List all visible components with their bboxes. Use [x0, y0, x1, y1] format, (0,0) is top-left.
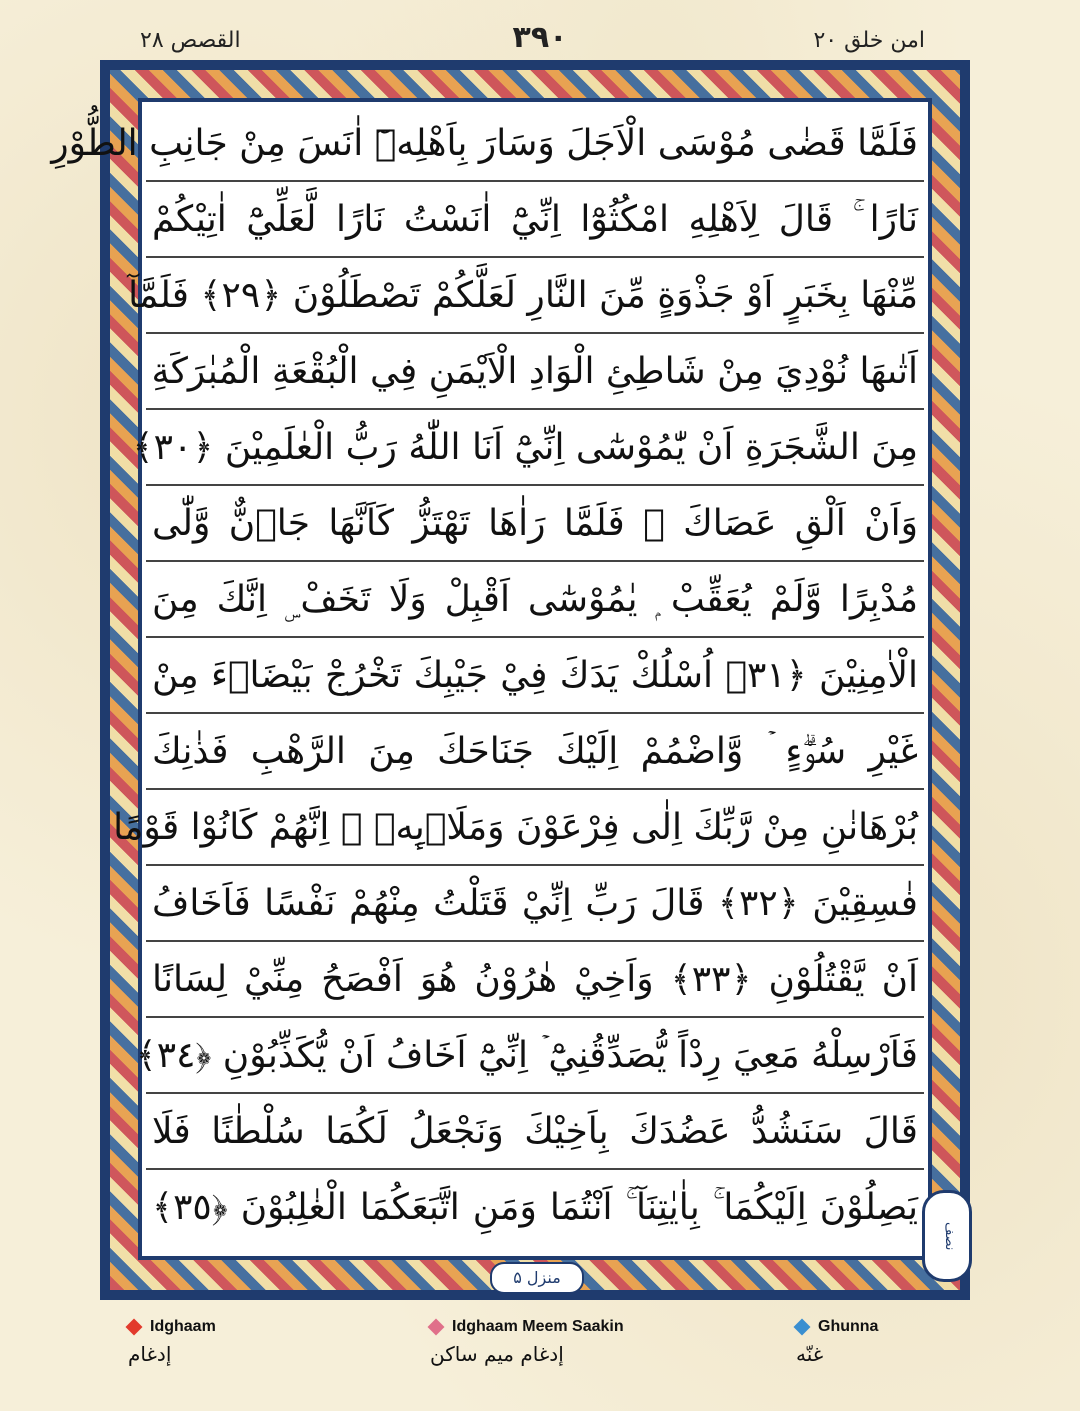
red-diamond-icon [126, 1319, 143, 1336]
verse-line: اَتٰىهَا نُوْدِيَ مِنْ شَاطِئِ الْوَادِ الْاَيْمَنِ فِي الْبُقْعَةِ الْمُبٰرَكَةِ [146, 334, 924, 410]
verse-line: فَاَرْسِلْهُ مَعِيَ رِدْاً يُّصَدِّقُنِيْٓ ۡ اِنِّيْٓ اَخَافُ اَنْ يُّكَذِّبُوْنِ ﴿٣٤﴾ [146, 1018, 924, 1094]
legend-label-en: Idghaam Meem Saakin [452, 1318, 624, 1335]
page-number: ۳۹۰ [512, 20, 568, 55]
verse-line: غَيْرِ سُوْۗءٍ ۡ وَّاضْمُمْ اِلَيْكَ جَنَاحَكَ مِنَ الرَّهْبِ فَذٰنِكَ [146, 714, 924, 790]
verse-line: الْاٰمِنِيْنَ ﴿٣١﴾ اُسْلُكْ يَدَكَ فِيْ جَيْبِكَ تَخْرُجْ بَيْضَاۗءَ مِنْ [146, 638, 924, 714]
legend-label-en: Ghunna [818, 1318, 879, 1335]
verse-line: اَنْ يَّقْتُلُوْنِ ﴿٣٣﴾ وَاَخِيْ هٰرُوْنُ هُوَ اَفْصَحُ مِنِّيْ لِسَانًا [146, 942, 924, 1018]
manzil-marker: منزل ۵ [490, 1262, 584, 1294]
legend-label-ur: إدغام میم ساکن [430, 1342, 564, 1366]
legend-ghunna [796, 1318, 878, 1408]
verse-line: فٰسِقِيْنَ ﴿٣٢﴾ قَالَ رَبِّ اِنِّيْ قَتَلْتُ مِنْهُمْ نَفْسًا فَاَخَافُ [146, 866, 924, 942]
verse-line: قَالَ سَنَشُدُّ عَضُدَكَ بِاَخِيْكَ وَنَجْعَلُ لَكُمَا سُلْطٰنًا فَلَا [146, 1094, 924, 1170]
legend-label-en: Idghaam [150, 1318, 216, 1335]
verse-line: بُرْهَانٰنِ مِنْ رَّبِّكَ اِلٰى فِرْعَوْنَ وَمَلَا۟ىِٕهٖ ۭ اِنَّهُمْ كَانُوْا قَوْمًا [146, 790, 924, 866]
legend-label-ur: غنّه [796, 1342, 824, 1366]
juz-title: امن خلق ٢٠ [813, 28, 925, 53]
legend-idghaam-meem-saakin [430, 1318, 624, 1408]
side-marker-badge: نصف [922, 1190, 972, 1282]
verse-line: مِّنْهَا بِخَبَرٍ اَوْ جَذْوَةٍ مِّنَ النَّارِ لَعَلَّكُمْ تَصْطَلُوْنَ ﴿٢٩﴾ فَلَمَّآ [146, 258, 924, 334]
page-header [0, 14, 1080, 64]
pink-diamond-icon [428, 1319, 445, 1336]
quran-text [51, 106, 924, 1252]
verse-line: مُدْبِرًا وَّلَمْ يُعَقِّبْ ۭ يٰمُوْسٰٓى اَقْبِلْ وَلَا تَخَفْ ۣ اِنَّكَ مِنَ [146, 562, 924, 638]
surah-title: القصص ٢٨ [140, 28, 241, 53]
verse-line: مِنَ الشَّجَرَةِ اَنْ يّٰمُوْسٰٓى اِنِّيْٓ اَنَا اللّٰهُ رَبُّ الْعٰلَمِيْنَ ﴿٣٠﴾ [146, 410, 924, 486]
blue-diamond-icon [794, 1319, 811, 1336]
legend-label-ur: إدغام [128, 1342, 172, 1366]
verse-line: يَصِلُوْنَ اِلَيْكُمَا ۚ بِاٰيٰتِنَآ ۚ اَنْتُمَا وَمَنِ اتَّبَعَكُمَا الْغٰلِبُوْنَ ﴿٣٥﴾ [152, 1187, 918, 1228]
verse-line: فَلَمَّا قَضٰى مُوْسَى الْاَجَلَ وَسَارَ بِاَهْلِهٖٓ اٰنَسَ مِنْ جَانِبِ الطُّوْرِ [146, 106, 924, 182]
verse-line: نَارًا ۚ قَالَ لِاَهْلِهِ امْكُثُوْٓا اِنِّيْٓ اٰنَسْتُ نَارًا لَّعَلِّيْٓ اٰتِيْكُمْ [146, 182, 924, 258]
legend-idghaam [128, 1318, 216, 1408]
verse-line: وَاَنْ اَلْقِ عَصَاكَ ۭ فَلَمَّا رَاٰهَا تَهْتَزُّ كَاَنَّهَا جَاۗنٌّ وَّلّٰى [146, 486, 924, 562]
